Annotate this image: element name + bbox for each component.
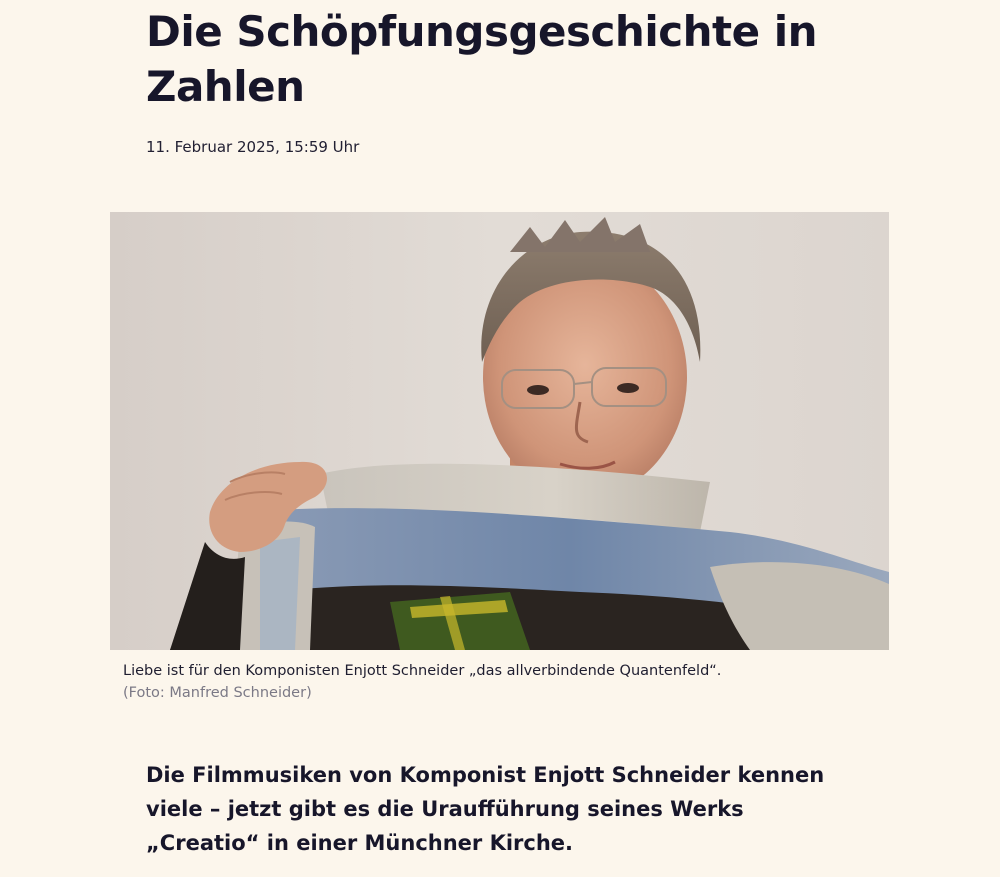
article-lead: Die Filmmusiken von Komponist Enjott Schneider kennen viele – jetzt gibt es die Uraufführung seines Werks „Creatio“ in einer Münchner Kirche. [146,763,825,855]
article-date: 11. Februar 2025, 15:59 Uhr [146,138,360,156]
article-headline: Die Schöpfungsgeschichte in Zahlen [146,7,817,111]
image-caption [123,660,863,704]
photo-credit: (Foto: Manfred Schneider) [123,685,312,701]
portrait-photo[interactable] [110,212,889,650]
caption-text: Liebe ist für den Komponisten Enjott Schneider „das allverbindende Quantenfeld“. [123,663,722,679]
